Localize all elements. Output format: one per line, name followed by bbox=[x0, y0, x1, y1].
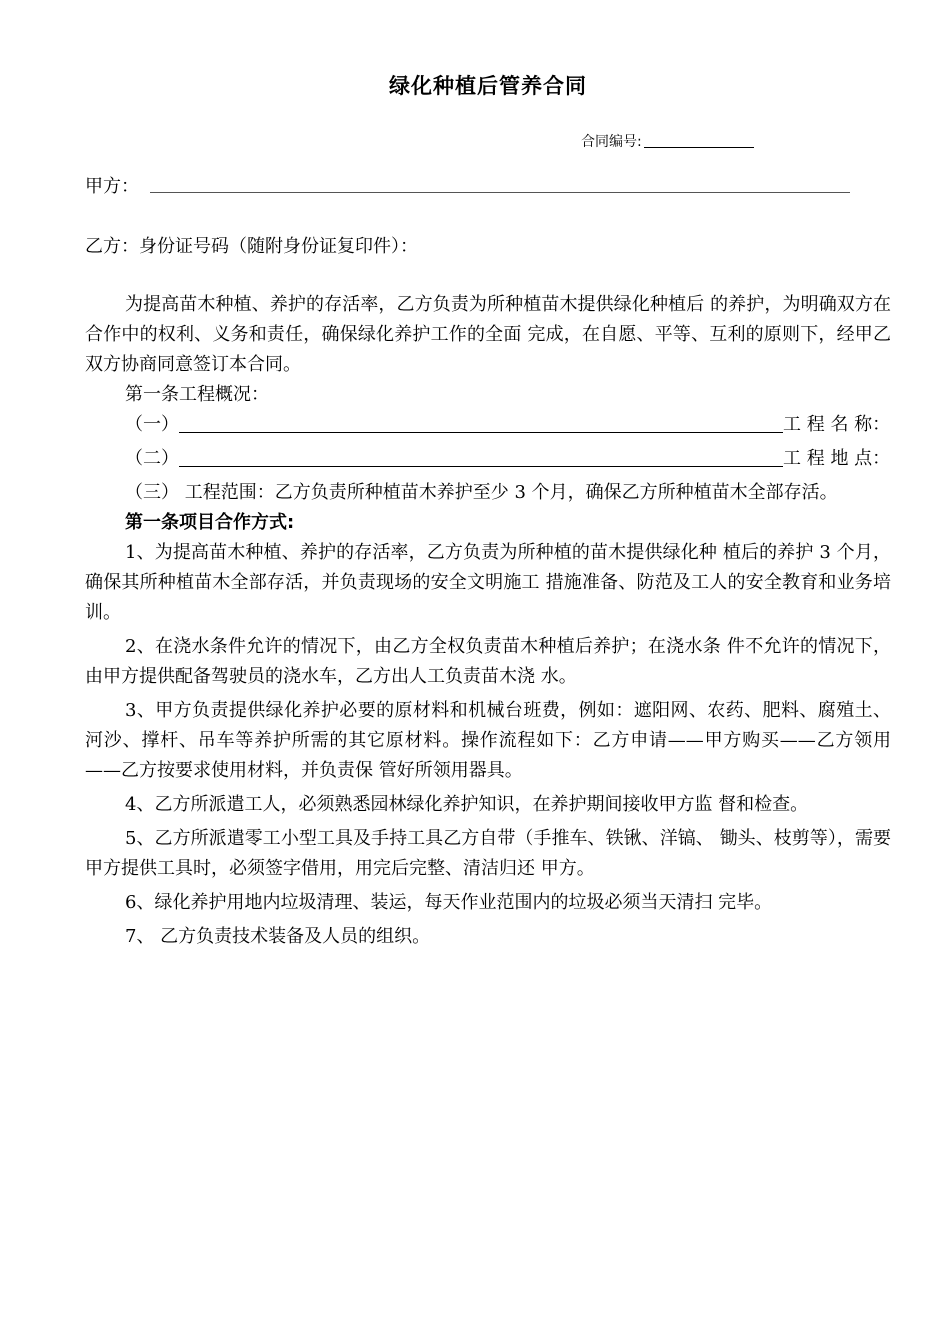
project-name-label: 工 程 名 称： bbox=[783, 414, 891, 435]
project-location-blank bbox=[179, 448, 783, 467]
contract-number bbox=[581, 131, 754, 151]
contract-number-blank bbox=[644, 133, 754, 148]
project-name-blank bbox=[179, 414, 783, 433]
article-2-item: 3、甲方负责提供绿化养护必要的原材料和机械台班费，例如：遮阳网、农药、肥料、腐殖土、河沙、撑杆、吊车等养护所需的其它原材料。操作流程如下：乙方申请——甲方购买——乙方领用——乙方按要求使用材料，并负责保 管好所领用器具。 bbox=[85, 700, 891, 781]
article-2-heading: 第一条项目合作方式: bbox=[125, 512, 295, 533]
party-a-label: 甲方： bbox=[85, 176, 139, 197]
contract-body bbox=[85, 290, 891, 952]
party-b-label: 乙方：身份证号码（随附身份证复印件）： bbox=[85, 236, 418, 257]
article-1-item-2 bbox=[85, 444, 891, 474]
intro-paragraph: 为提高苗木种植、养护的存活率，乙方负责为所种植苗木提供绿化种植后 的养护，为明确双方在合作中的权利、义务和责任，确保绿化养护工作的全面 完成，在自愿、平等、互利的原则下，经甲乙双方协商同意签订本合同。 bbox=[85, 294, 891, 375]
party-a-blank bbox=[150, 192, 850, 193]
article-1-item-1 bbox=[85, 410, 891, 440]
article-2-item: 5、乙方所派遣零工小型工具及手持工具乙方自带（手推车、铁锹、洋镐、 锄头、枝剪等），需要甲方提供工具时，必须签字借用，用完后完整、清洁归还 甲方。 bbox=[85, 828, 891, 879]
item-1-prefix: （一） bbox=[125, 414, 179, 435]
contract-number-label: 合同编号: bbox=[581, 134, 642, 150]
article-2-item: 6、绿化养护用地内垃圾清理、装运，每天作业范围内的垃圾必须当天清扫 完毕。 bbox=[125, 892, 773, 913]
article-2-item: 7、 乙方负责技术装备及人员的组织。 bbox=[125, 926, 431, 947]
article-2-item: 1、为提高苗木种植、养护的存活率，乙方负责为所种植的苗木提供绿化种 植后的养护 3 个月，确保其所种植苗木全部存活，并负责现场的安全文明施工 措施准备、防范及工人的安全教育和业务培训。 bbox=[85, 542, 891, 623]
item-2-prefix: （二） bbox=[125, 448, 179, 469]
article-2-item: 2、在浇水条件允许的情况下，由乙方全权负责苗木种植后养护；在浇水条 件不允许的情况下，由甲方提供配备驾驶员的浇水车，乙方出人工负责苗木浇 水。 bbox=[85, 636, 891, 687]
page-title: 绿化种植后管养合同 bbox=[389, 74, 587, 98]
article-1-heading: 第一条工程概况： bbox=[125, 384, 269, 405]
project-location-label: 工 程 地 点： bbox=[783, 448, 891, 469]
article-2-item: 4、乙方所派遣工人，必须熟悉园林绿化养护知识，在养护期间接收甲方监 督和检查。 bbox=[125, 794, 809, 815]
article-1-item-3: （三） 工程范围：乙方负责所种植苗木养护至少 3 个月，确保乙方所种植苗木全部存活。 bbox=[125, 482, 838, 503]
